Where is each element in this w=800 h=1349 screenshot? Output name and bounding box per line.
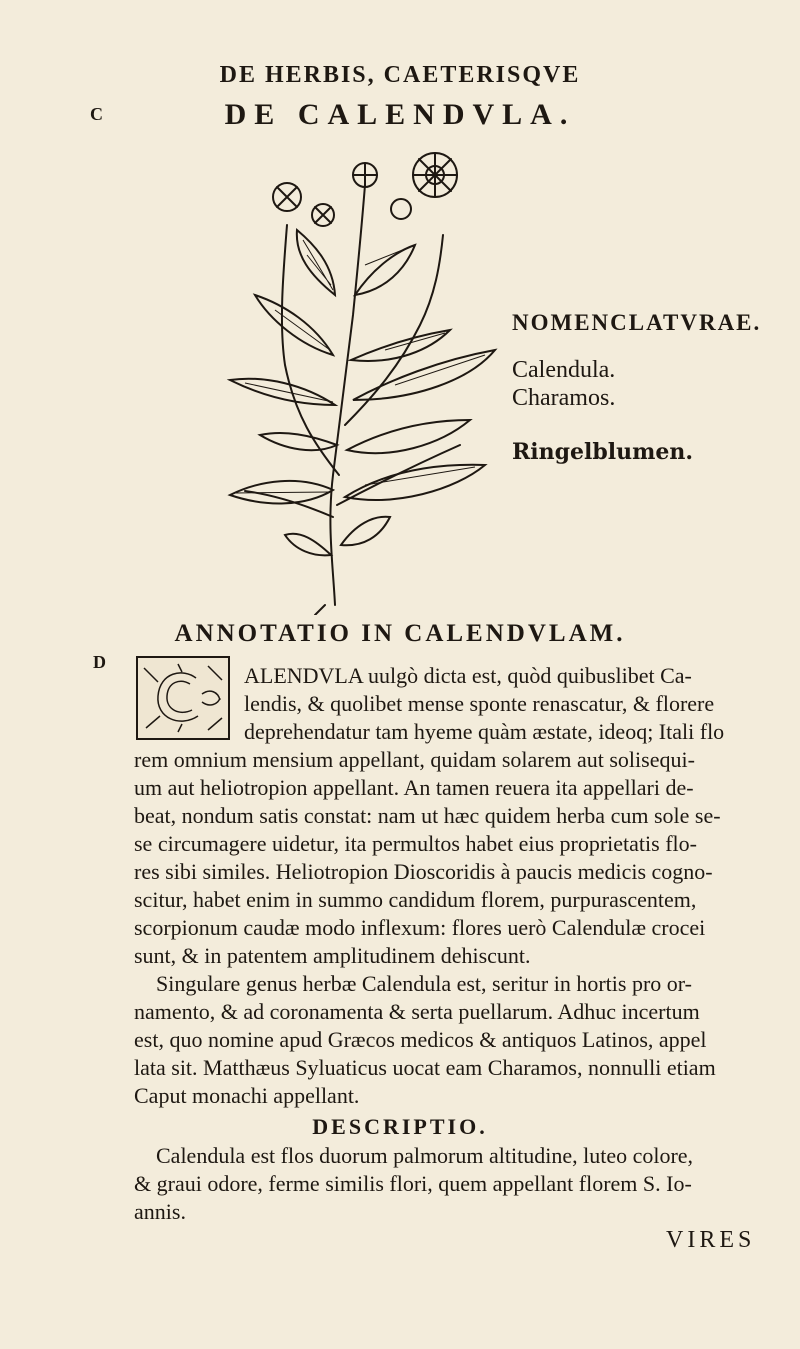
annotation-line: sunt, & in patentem amplitudinem dehiscunt. bbox=[134, 943, 531, 968]
running-head: DE HERBIS, CAETERISQVE bbox=[219, 62, 581, 88]
annotation-line: se circumagere uidetur, ita permultos habet eius proprietatis flo- bbox=[134, 831, 697, 856]
annotation-line: Singulare genus herbæ Calendula est, seritur in hortis pro or- bbox=[156, 971, 693, 996]
annotation-line: lata sit. Matthæus Syluaticus uocat eam Charamos, nonnulli etiam bbox=[134, 1055, 716, 1080]
annotation-line: namento, & ad coronamenta & serta puellarum. Adhuc incertum bbox=[134, 999, 700, 1024]
chapter-title: DE CALENDVLA. bbox=[224, 98, 576, 131]
description-line: annis. bbox=[134, 1199, 186, 1224]
nomenclature-heading: NOMENCLATVRAE. bbox=[512, 310, 762, 335]
annotation-line: scorpionum caudæ modo inflexum: flores uerò Calendulæ crocei bbox=[134, 915, 706, 940]
annotation-line: deprehendatur tam hyeme quàm æstate, ideoq; Itali flo bbox=[244, 719, 725, 744]
annotation-line: ALENDVLA uulgò dicta est, quòd quibuslibet Ca- bbox=[244, 663, 692, 688]
annotation-line: um aut heliotropion appellant. An tamen reuera ita appellari de- bbox=[134, 775, 694, 800]
name-latin: Calendula. bbox=[512, 357, 616, 383]
annotation-line: res sibi similes. Heliotropion Dioscoridis à paucis medicis cogno- bbox=[134, 859, 713, 884]
annotation-line: rem omnium mensium appellant, quidam solarem aut solisequi- bbox=[134, 747, 695, 772]
annotation-line: scitur, habet enim in summo candidum florem, purpurascentem, bbox=[134, 887, 697, 912]
annotation-line: lendis, & quolibet mense sponte renascatur, & florere bbox=[244, 691, 715, 716]
annotation-heading: ANNOTATIO IN CALENDVLAM. bbox=[174, 620, 626, 647]
description-line: Calendula est flos duorum palmorum altitudine, luteo colore, bbox=[156, 1143, 694, 1168]
description-line: & graui odore, ferme similis flori, quem appellant florem S. Io- bbox=[134, 1171, 692, 1196]
margin-letter-d: D bbox=[93, 652, 106, 672]
name-greek: Charamos. bbox=[512, 385, 616, 411]
annotation-line: beat, nondum satis constat: nam ut hæc quidem herba cum sole se- bbox=[134, 803, 721, 828]
decorated-initial-c bbox=[136, 656, 230, 740]
name-german: Ringelblumen. bbox=[512, 439, 694, 465]
catchword: VIRES bbox=[666, 1227, 756, 1253]
description-heading: DESCRIPTIO. bbox=[312, 1114, 488, 1139]
margin-letter-c: C bbox=[90, 104, 103, 124]
annotation-line: est, quo nomine apud Græcos medicos & antiquos Latinos, appel bbox=[134, 1027, 707, 1052]
calendula-woodcut-illustration bbox=[215, 145, 505, 615]
annotation-line: Caput monachi appellant. bbox=[134, 1083, 360, 1108]
initial-ornament-icon bbox=[138, 658, 228, 738]
nomenclature-section bbox=[512, 310, 792, 466]
